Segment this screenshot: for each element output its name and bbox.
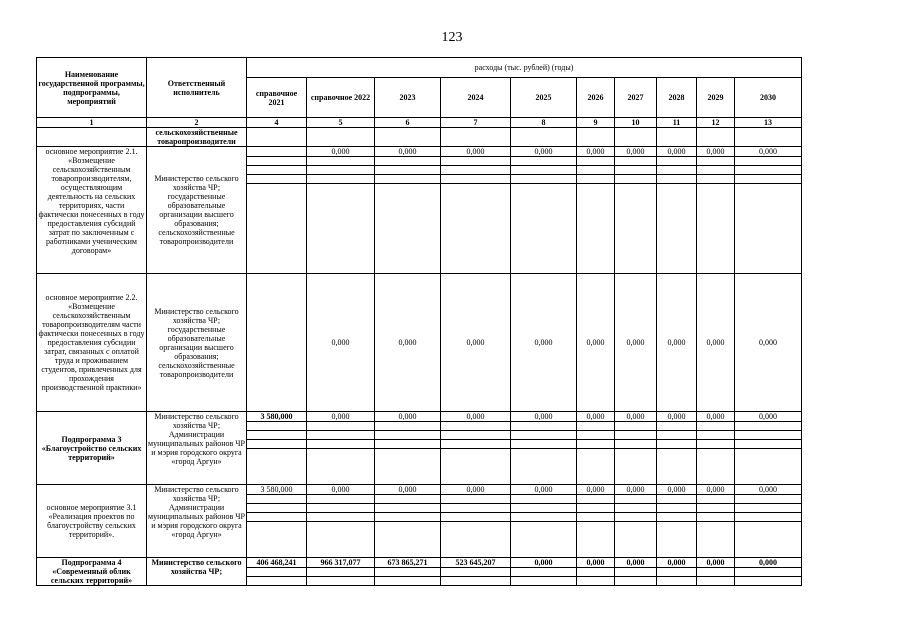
- column-number: 9: [577, 118, 615, 128]
- column-number: 2: [147, 118, 247, 128]
- page-number: 123: [441, 30, 463, 45]
- value-cell: 0,000: [375, 147, 441, 157]
- header-year: 2027: [615, 78, 657, 118]
- column-number: 1: [37, 118, 147, 128]
- value-cell: 0,000: [307, 147, 375, 157]
- executor: сельскохозяйственные товаропроизводители: [147, 128, 247, 147]
- column-number: 4: [247, 118, 307, 128]
- executor: Министерство сельского хозяйства ЧР;: [147, 558, 247, 586]
- value-cell: [247, 147, 307, 157]
- value-cell: 0,000: [615, 412, 657, 422]
- value-cell: 0,000: [657, 147, 697, 157]
- header-year: 2030: [735, 78, 802, 118]
- header-executor: Ответственный исполнитель: [147, 58, 247, 118]
- header-name: Наименование государственной программы, подпрограммы, мероприятий: [37, 58, 147, 118]
- value-cell: 0,000: [657, 485, 697, 495]
- header-year: 2025: [511, 78, 577, 118]
- header-year: справочное 2022: [307, 78, 375, 118]
- value-cell: 0,000: [657, 412, 697, 422]
- value-cell: 0,000: [657, 274, 697, 412]
- value-cell: 523 645,207: [441, 558, 511, 568]
- header-year: 2024: [441, 78, 511, 118]
- value-cell: 0,000: [615, 558, 657, 568]
- program-name: основное мероприятие 2.2. «Возмещение сельскохозяйственным товаропроизводителям части фактически понесенных в году предоставления субсидии затрат, связанных с оплатой труда и проживанием студентов, привлеченных для прохождения производственной практики»: [37, 274, 147, 412]
- value-cell: 0,000: [697, 147, 735, 157]
- column-number: 10: [615, 118, 657, 128]
- value-cell: 0,000: [735, 147, 802, 157]
- value-cell: 0,000: [511, 558, 577, 568]
- subprogram-name: Подпрограмма 4 «Современный облик сельских территорий»: [37, 558, 147, 586]
- value-cell: 0,000: [615, 147, 657, 157]
- value-cell: [247, 274, 307, 412]
- value-cell: 3 580,000: [247, 412, 307, 422]
- value-cell: 0,000: [307, 274, 375, 412]
- program-name: основное мероприятие 3.1 «Реализация проектов по благоустройству сельских территорий».: [37, 485, 147, 558]
- value-cell: 0,000: [511, 147, 577, 157]
- value-cell: 0,000: [697, 485, 735, 495]
- value-cell: 0,000: [511, 274, 577, 412]
- value-cell: 0,000: [697, 412, 735, 422]
- value-cell: 0,000: [577, 485, 615, 495]
- value-cell: 3 580,000: [247, 485, 307, 495]
- value-cell: 0,000: [697, 558, 735, 568]
- executor: Министерство сельского хозяйства ЧР; государственные образовательные организации высшего образования; сельскохозяйственные товаропроизводители: [147, 147, 247, 274]
- value-cell: 0,000: [375, 274, 441, 412]
- column-number: 11: [657, 118, 697, 128]
- value-cell: 0,000: [577, 558, 615, 568]
- value-cell: 0,000: [441, 147, 511, 157]
- value-cell: 0,000: [615, 274, 657, 412]
- program-name: [37, 128, 147, 147]
- header-year: 2026: [577, 78, 615, 118]
- executor: Министерство сельского хозяйства ЧР; Администрации муниципальных районов ЧР и мэрия городского округа «город Аргун»: [147, 412, 247, 485]
- value-cell: 0,000: [615, 485, 657, 495]
- value-cell: 0,000: [735, 558, 802, 568]
- value-cell: 0,000: [657, 558, 697, 568]
- value-cell: 0,000: [697, 274, 735, 412]
- header-year: справочное 2021: [247, 78, 307, 118]
- budget-table: [36, 57, 802, 586]
- value-cell: 0,000: [375, 485, 441, 495]
- program-name: основное мероприятие 2.1. «Возмещение сельскохозяйственным товаропроизводителям, осуществляющим деятельность на сельских территориях, части фактически понесенных в году предоставления субсидий затрат по заключенным с работниками ученическим договорам»: [37, 147, 147, 274]
- value-cell: 966 317,077: [307, 558, 375, 568]
- header-expenses: расходы (тыс. рублей) (годы): [247, 58, 802, 78]
- header-year: 2028: [657, 78, 697, 118]
- executor: Министерство сельского хозяйства ЧР; государственные образовательные организации высшего образования; сельскохозяйственные товаропроизводители: [147, 274, 247, 412]
- column-number: 5: [307, 118, 375, 128]
- value-cell: 0,000: [441, 412, 511, 422]
- value-cell: 0,000: [735, 274, 802, 412]
- value-cell: 0,000: [441, 274, 511, 412]
- executor: Министерство сельского хозяйства ЧР; Администрации муниципальных районов ЧР и мэрия городского округа «город Аргун»: [147, 485, 247, 558]
- header-year: 2029: [697, 78, 735, 118]
- value-cell: 0,000: [511, 485, 577, 495]
- value-cell: 0,000: [577, 274, 615, 412]
- value-cell: 0,000: [577, 412, 615, 422]
- column-number: 12: [697, 118, 735, 128]
- column-number: 13: [735, 118, 802, 128]
- value-cell: 0,000: [307, 485, 375, 495]
- value-cell: 673 865,271: [375, 558, 441, 568]
- value-cell: 0,000: [441, 485, 511, 495]
- column-number: 7: [441, 118, 511, 128]
- column-number: 6: [375, 118, 441, 128]
- column-number: 8: [511, 118, 577, 128]
- value-cell: 0,000: [375, 412, 441, 422]
- value-cell: 0,000: [511, 412, 577, 422]
- header-year: 2023: [375, 78, 441, 118]
- value-cell: 0,000: [577, 147, 615, 157]
- value-cell: 0,000: [735, 485, 802, 495]
- value-cell: 406 468,241: [247, 558, 307, 568]
- value-cell: 0,000: [735, 412, 802, 422]
- subprogram-name: Подпрограмма 3 «Благоустройство сельских территорий»: [37, 412, 147, 485]
- value-cell: 0,000: [307, 412, 375, 422]
